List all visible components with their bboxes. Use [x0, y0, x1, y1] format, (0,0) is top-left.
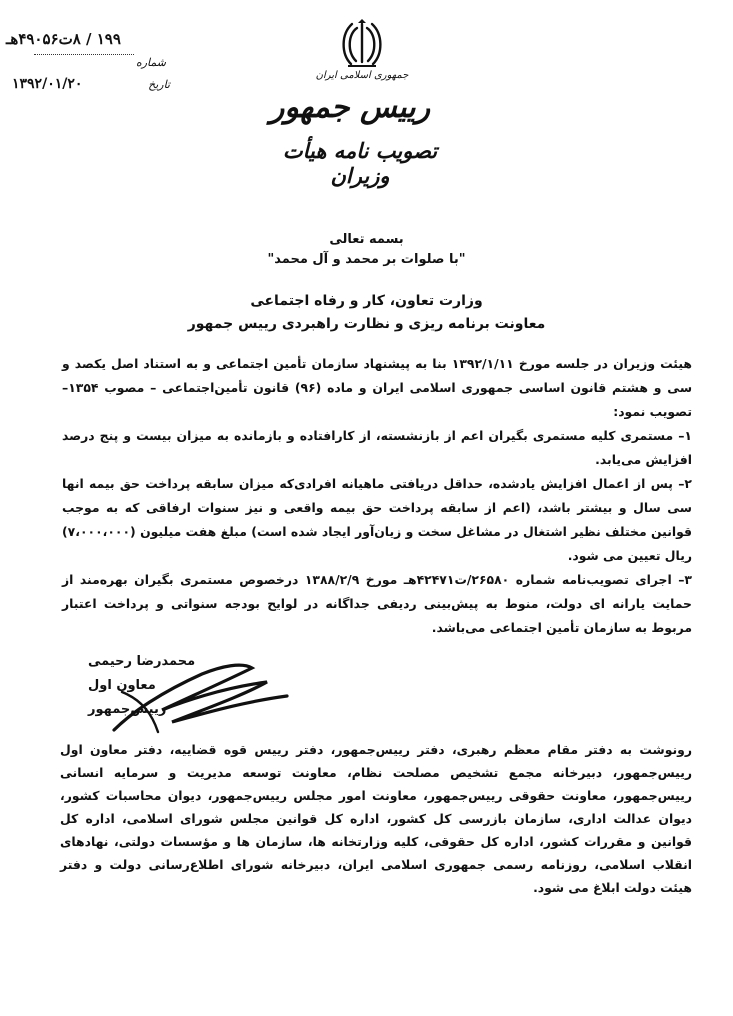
recipient-deputy: معاونت برنامه ریزی و نظارت راهبردی رییس جمهور	[187, 316, 546, 332]
bismillah-heading: بسمه تعالی	[329, 232, 404, 247]
approval-title: تصویب نامه هیأت وزیران	[282, 138, 438, 188]
letter-number: ۱۹۹ / ۸ت۴۹۰۵۶هـ	[6, 30, 121, 48]
decree-body	[62, 352, 692, 640]
recipient-ministry: وزارت تعاون، کار و رفاه اجتماعی	[250, 293, 483, 309]
republic-caption: جمهوری اسلامی ایران	[315, 70, 409, 81]
president-title: رییس جمهور	[269, 90, 431, 125]
decree-item-3: ۳– اجرای تصویب‌نامه شماره ۲۶۵۸۰/ت۴۲۴۷۱هـ مورخ ۱۳۸۸/۲/۹ درخصوص مستمری بگیران بهره‌مند از حمایت یارانه ای دولت، منوط به پیش‌بینی ردیفی جداگانه در لوایح بودجه سنواتی و پرداخت اعتبار مربوط به سازمان تأمین اجتماعی می‌باشد.	[62, 572, 692, 635]
letter-number-label: شماره	[135, 56, 166, 69]
letter-date: ۱۳۹۲/۰۱/۲۰	[12, 76, 83, 92]
decree-intro-paragraph: هیئت وزیران در جلسه مورخ ۱۳۹۲/۱/۱۱ بنا به پیشنهاد سازمان تأمین اجتماعی و به استناد اصل یکصد و سی و هشتم قانون اساسی جمهوری اسلامی ایران و ماده (۹۶) قانون تأمین‌اجتماعی – مصوب ۱۳۵۴– تصویب نمود:	[62, 356, 693, 419]
decree-item-1: ۱– مستمری کلیه مستمری بگیران اعم از بازنشسته، از کارافتاده و بازمانده به میزان بیست و پنج درصد افزایش می‌یابد.	[62, 428, 692, 467]
cc-paragraph: رونوشت به دفتر مقام معظم رهبری، دفتر رییس‌جمهور، دفتر رییس قوه قضاییه، دفتر معاون اول رییس‌جمهور، دبیرخانه مجمع تشخیص مصلحت نظام، معاونت توسعه مدیریت و سرمایه انسانی رییس‌جمهور، معاونت حقوقی رییس‌جمهور، معاونت امور مجلس رییس‌جمهور، دیوان محاسبات کشور، دیوان عدالت اداری، سازمان بازرسی کل کشور، اداره کل قوانین مجلس شورای اسلامی، اداره کل قوانین و مقررات کشور، اداره کل حقوقی، کلیه وزارتخانه ها، سازمان ها و مؤسسات دولتی، نهادهای انقلاب اسلامی، روزنامه رسمی جمهوری اسلامی ایران، دبیرخانه شورای اطلاع‌رسانی دولت و دفتر هیئت دولت ابلاغ می شود.	[60, 742, 692, 895]
signatory-title: معاون اول رییس‌جمهور	[88, 678, 167, 717]
iran-emblem-icon	[338, 18, 386, 70]
number-dotted-line	[34, 54, 134, 55]
handwritten-signature	[92, 652, 302, 742]
copy-distribution-list	[60, 738, 692, 899]
decree-item-2: ۲– پس از اعمال افزایش یادشده، حداقل دریافتی ماهیانه افرادی‌که میزان سابقه پرداخت حق بیمه انها سی سال و بیشتر باشد، (اعم از سابقه پرداخت حق بیمه واقعی و نیز سنوات ارفاقی که به موجب قوانین مختلف نظیر اشتغال در مشاغل سخت و زیان‌آور ایجاد شده است) مبلغ هفت میلیون (۷،۰۰۰،۰۰۰) ریال تعیین می شود.	[62, 476, 692, 563]
salawat-line: "با صلوات بر محمد و آل محمد"	[267, 252, 466, 267]
header-reference-block	[6, 30, 176, 102]
letter-date-label: تاریخ	[148, 78, 170, 91]
signatory-name: محمدرضا رحیمی	[88, 654, 196, 669]
